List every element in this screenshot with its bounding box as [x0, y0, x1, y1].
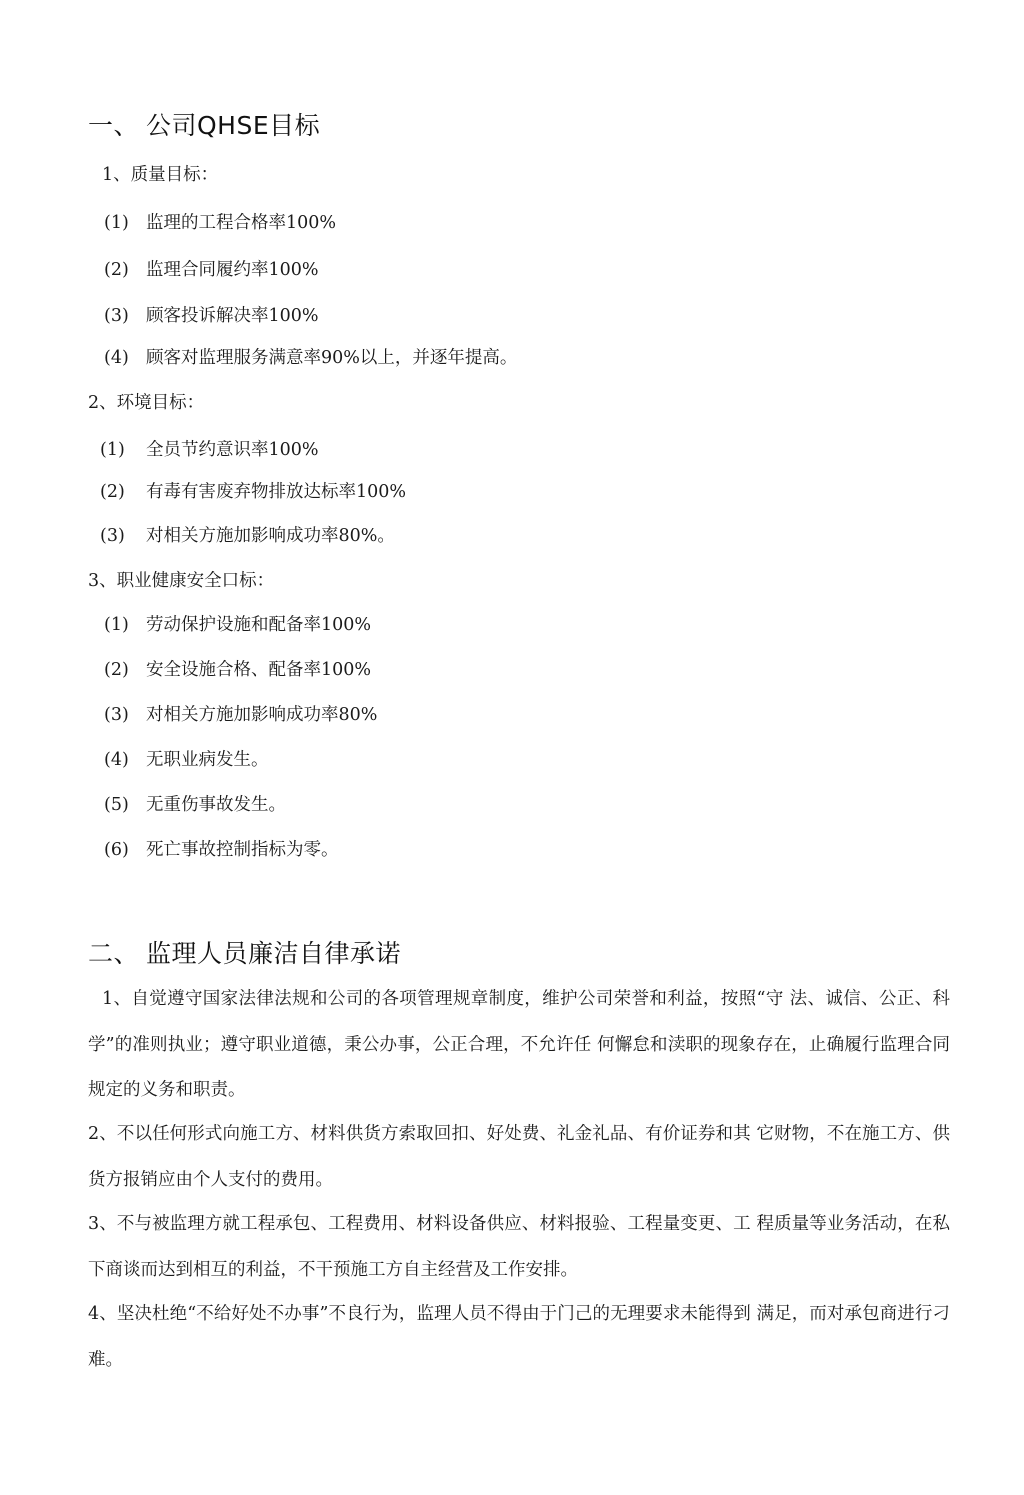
- list-item: [100, 478, 406, 503]
- section-title: 公司QHSE目标: [146, 111, 321, 140]
- list-item: [104, 746, 269, 771]
- paragraph-text: 4、坚决杜绝“不给好处不办事”不良行为，监理人员不得由于门己的无理要求未能得到 满足，而对承包商进行刁难。: [88, 1304, 950, 1370]
- list-item-text: 监理的工程合格率100%: [146, 213, 337, 233]
- list-item-text: 有毒有害废弃物排放达标率100%: [146, 482, 407, 502]
- list-item-index: (1): [104, 213, 129, 233]
- list-item-text: 顾客投诉解决率100%: [146, 306, 319, 326]
- subsection-header-safety: 3、职业健康安全口标：: [88, 571, 275, 591]
- list-item-text: 死亡事故控制指标为零。: [146, 840, 339, 860]
- subsection-header-quality: 1、质量目标：: [102, 165, 219, 185]
- list-item: [104, 656, 371, 681]
- list-item: [104, 344, 517, 369]
- list-item-text: 顾客对监理服务满意率90%以上，并逐年提高。: [146, 348, 518, 368]
- list-item: [104, 611, 371, 636]
- list-item: [104, 209, 336, 234]
- list-item: [100, 436, 319, 461]
- list-item: [104, 302, 319, 327]
- list-item-text: 对相关方施加影响成功率80%: [146, 705, 378, 725]
- list-item-index: (3): [100, 526, 125, 546]
- list-item: [104, 836, 339, 861]
- list-item-index: (4): [104, 348, 129, 368]
- paragraph-text: 1、自觉遵守国家法律法规和公司的各项管理规章制度，维护公司荣誉和利益，按照“守 法、诚信、公正、科学”的准则执业；遵守职业道德，秉公办事，公正合理，不允许任 何懈怠和渎职的现象存在，止确履行监理合同规定的义务和职责。: [88, 989, 950, 1100]
- list-item-index: (2): [104, 660, 129, 680]
- section-heading-qhse: [88, 106, 320, 142]
- section-heading-integrity: [88, 934, 401, 970]
- list-item-text: 无职业病发生。: [146, 750, 269, 770]
- list-item-text: 劳动保护设施和配备率100%: [146, 615, 372, 635]
- list-item-index: (5): [104, 795, 129, 815]
- section-number: 二、: [88, 939, 140, 968]
- section-number: 一、: [88, 111, 140, 140]
- list-item-text: 无重伤事故发生。: [146, 795, 286, 815]
- list-item-index: (2): [100, 482, 125, 502]
- list-item: [104, 791, 286, 816]
- list-item-index: (3): [104, 306, 129, 326]
- list-item-text: 全员节约意识率100%: [146, 440, 319, 460]
- list-item: [100, 522, 395, 547]
- list-item-text: 安全设施合格、配备率100%: [146, 660, 372, 680]
- list-item-text: 对相关方施加影响成功率80%。: [146, 526, 395, 546]
- list-item-index: (4): [104, 750, 129, 770]
- paragraph: [88, 1292, 950, 1383]
- list-item-index: (6): [104, 840, 129, 860]
- subsection-header-environment: 2、环境目标：: [88, 393, 205, 413]
- list-item: [104, 256, 319, 281]
- paragraph: [88, 977, 950, 1114]
- paragraph-text: 3、不与被监理方就工程承包、工程费用、材料设备供应、材料报验、工程量变更、工 程质量等业务活动，在私下商谈而达到相互的利益，不干预施工方自主经营及工作安排。: [88, 1214, 950, 1280]
- paragraph: [88, 1112, 950, 1203]
- list-item: [104, 701, 377, 726]
- paragraph-text: 2、不以任何形式向施工方、材料供货方索取回扣、好处费、礼金礼品、有价证券和其 它财物，不在施工方、供货方报销应由个人支付的费用。: [88, 1124, 950, 1190]
- list-item-index: (2): [104, 260, 129, 280]
- section-title: 监理人员廉洁自律承诺: [146, 939, 402, 968]
- list-item-index: (1): [100, 440, 125, 460]
- list-item-index: (3): [104, 705, 129, 725]
- list-item-index: (1): [104, 615, 129, 635]
- paragraph: [88, 1202, 950, 1293]
- list-item-text: 监理合同履约率100%: [146, 260, 319, 280]
